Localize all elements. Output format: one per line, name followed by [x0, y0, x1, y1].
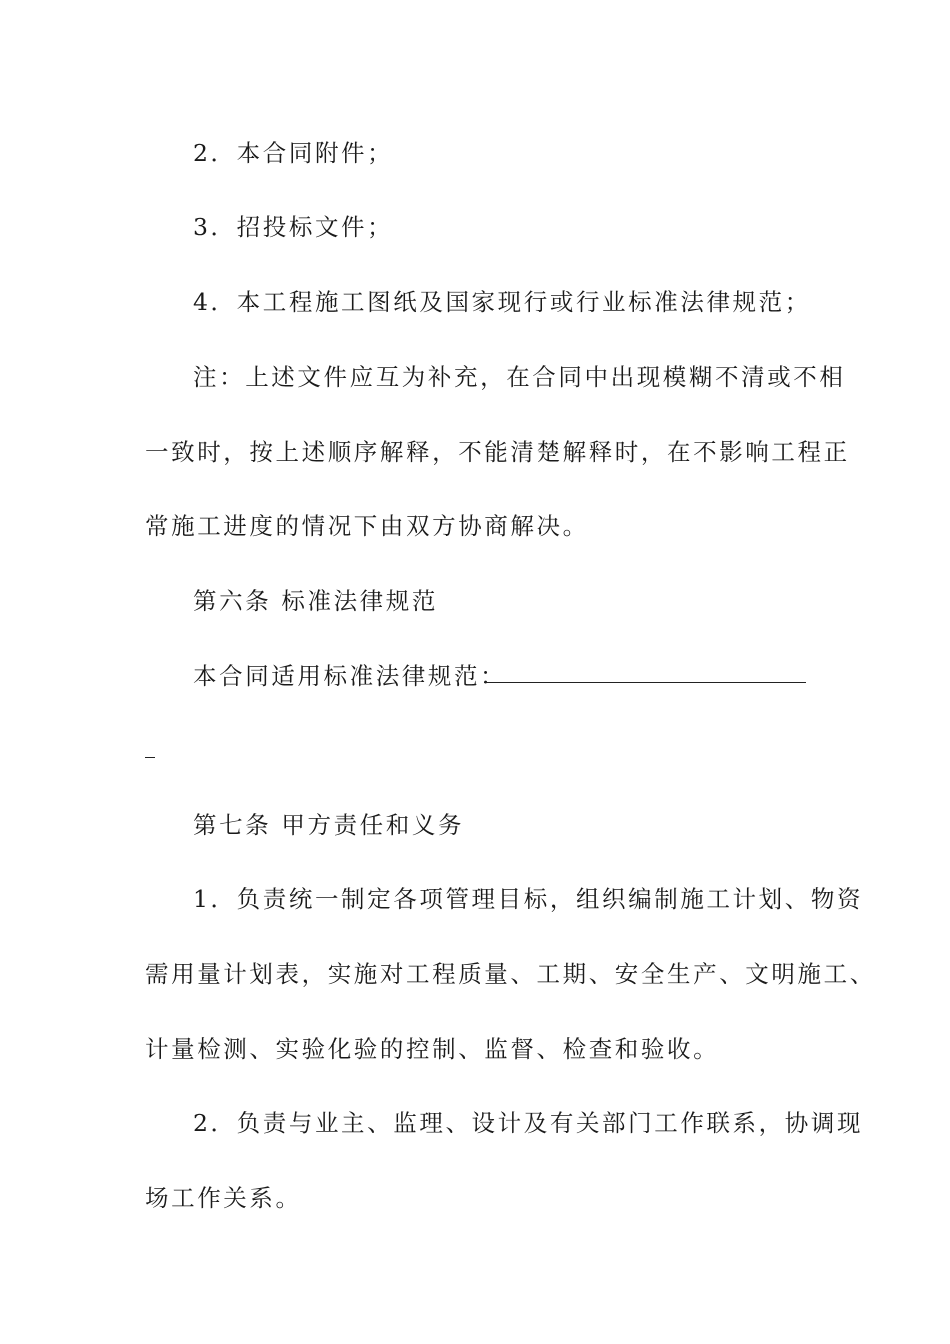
note-paragraph-line-1: 注：上述文件应互为补充，在合同中出现模糊不清或不相	[193, 363, 846, 391]
list-item-attachments: 2．本合同附件；	[193, 139, 394, 167]
article-7-heading: 第七条 甲方责任和义务	[193, 811, 465, 839]
list-item-drawings-standards: 4．本工程施工图纸及国家现行或行业标准法律规范；	[193, 288, 811, 316]
note-paragraph-line-2: 一致时，按上述顺序解释，不能清楚解释时，在不影响工程正	[145, 438, 850, 466]
list-item-bidding-docs: 3．招投标文件；	[193, 213, 394, 241]
article-7-item-1-line-2: 需用量计划表，实施对工程质量、工期、安全生产、文明施工、	[145, 960, 876, 988]
article-7-item-2-line-1: 2．负责与业主、监理、设计及有关部门工作联系，协调现	[193, 1109, 864, 1137]
note-paragraph-line-3: 常施工进度的情况下由双方协商解决。	[145, 512, 589, 540]
article-7-item-2-line-2: 场工作关系。	[145, 1184, 302, 1212]
fill-in-blank-line-continuation	[145, 757, 155, 758]
article-7-item-1-line-3: 计量检测、实验化验的控制、监督、检查和验收。	[145, 1035, 720, 1063]
article-6-heading: 第六条 标准法律规范	[193, 587, 438, 615]
article-6-text: 本合同适用标准法律规范：	[193, 662, 507, 690]
article-7-item-1-line-1: 1．负责统一制定各项管理目标，组织编制施工计划、物资	[193, 885, 864, 913]
fill-in-blank-line	[484, 682, 806, 683]
